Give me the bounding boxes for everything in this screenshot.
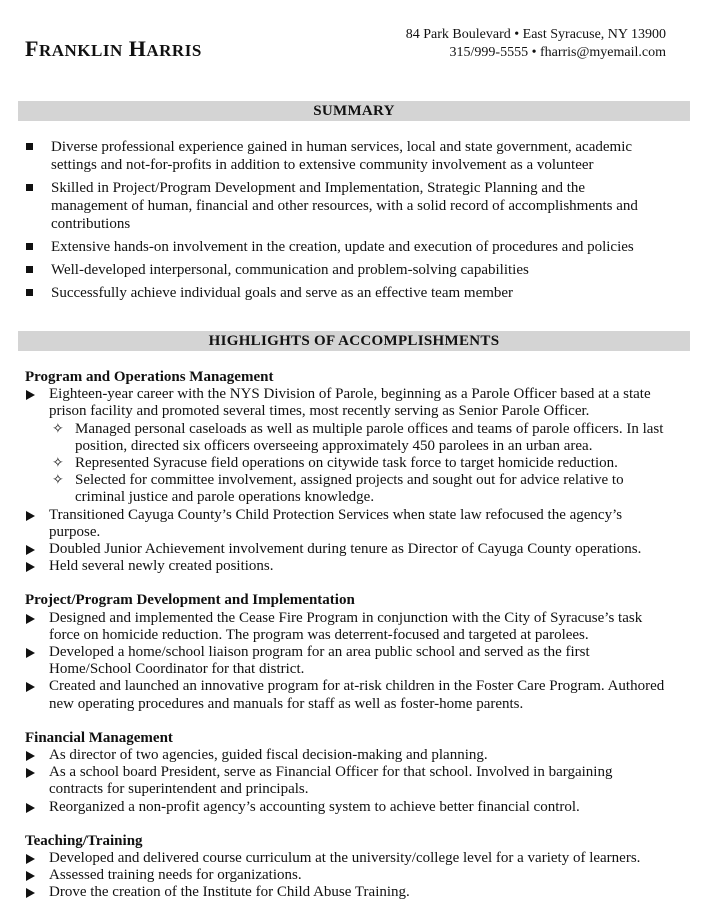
square-bullet-icon (26, 184, 33, 191)
square-bullet-icon (26, 243, 33, 250)
triangle-bullet-icon (26, 648, 35, 658)
section-program-operations (25, 369, 665, 575)
list-item: Assessed training needs for organizations. (25, 867, 665, 884)
list-item: Developed a home/school liaison program for an area public school and served as the first Home/School Coordinator for that district. (25, 644, 665, 678)
triangle-bullet-icon (26, 682, 35, 692)
list-item: Eighteen-year career with the NYS Division of Parole, beginning as a Parole Officer based at a state prison facility and promoted several times, most recently serving as Senior Parole Officer. (25, 386, 665, 420)
section-title: Financial Management (25, 729, 173, 746)
sub-list-item: ✧ Managed personal caseloads as well as multiple parole offices and teams of parole officers. In last position, directed six officers overseeing approximately 450 parolees in an urban area. (52, 420, 664, 454)
list-item: Doubled Junior Achievement involvement during tenure as Director of Cayuga County operations. (25, 541, 665, 558)
square-bullet-icon (26, 289, 33, 296)
sub-list-item: ✧ Selected for committee involvement, assigned projects and sought out for advice relative to criminal justice and parole operations knowledge. (52, 472, 624, 506)
section-title: Project/Program Development and Implementation (25, 592, 355, 609)
list-item: Drove the creation of the Institute for Child Abuse Training. (25, 884, 665, 901)
candidate-name: FRANKLIN HARRIS (25, 36, 202, 61)
list-item: Designed and implemented the Cease Fire Program in conjunction with the City of Syracuse’s task force on homicide reduction. The program was deterrent-focused and targeted at parolees. (25, 610, 665, 644)
square-bullet-icon (26, 143, 33, 150)
list-item: Reorganized a non-profit agency’s accounting system to achieve better financial control. (25, 799, 665, 816)
diamond-bullet-icon: ✧ (52, 420, 64, 437)
list-item: As a school board President, serve as Financial Officer for that school. Involved in bargaining contracts for superintendent and principals. (25, 764, 665, 798)
triangle-bullet-icon (26, 854, 35, 864)
section-teaching-training (25, 833, 665, 902)
square-bullet-icon (26, 266, 33, 273)
address-line: 84 Park Boulevard • East Syracuse, NY 13900 (405, 27, 666, 42)
summary-item: Diverse professional experience gained in human services, local and state government, academic settings and not-for-profits in addition to extensive community involvement as a volunteer (25, 138, 665, 174)
summary-item: Successfully achieve individual goals and serve as an effective team member (25, 284, 665, 302)
summary-list (25, 138, 665, 307)
highlights-heading: HIGHLIGHTS OF ACCOMPLISHMENTS (18, 331, 690, 351)
list-item: Created and launched an innovative program for at-risk children in the Foster Care Program. Authored new operating procedures and manuals for staff as well as foster-home parents. (25, 678, 665, 712)
contact-block (406, 26, 666, 62)
section-title: Program and Operations Management (25, 369, 274, 385)
triangle-bullet-icon (26, 751, 35, 761)
triangle-bullet-icon (26, 803, 35, 813)
list-item: Held several newly created positions. (25, 558, 665, 575)
summary-heading: SUMMARY (18, 101, 690, 121)
triangle-bullet-icon (26, 562, 35, 572)
triangle-bullet-icon (26, 545, 35, 555)
section-project-development (25, 592, 665, 712)
section-title: Teaching/Training (25, 832, 143, 849)
triangle-bullet-icon (26, 768, 35, 778)
list-item: As director of two agencies, guided fiscal decision-making and planning. (25, 747, 665, 764)
diamond-bullet-icon: ✧ (52, 472, 64, 489)
summary-item: Extensive hands-on involvement in the creation, update and execution of procedures and policies (25, 238, 665, 256)
list-item: Developed and delivered course curriculum at the university/college level for a variety of learners. (25, 850, 665, 867)
section-financial-management (25, 730, 665, 816)
summary-item: Skilled in Project/Program Development and Implementation, Strategic Planning and the management of human, financial and other resources, with a solid record of accomplishments and contributions (25, 179, 665, 233)
triangle-bullet-icon (26, 871, 35, 881)
triangle-bullet-icon (26, 888, 35, 898)
list-item: Transitioned Cayuga County’s Child Protection Services when state law refocused the agency’s purpose. (25, 507, 665, 541)
triangle-bullet-icon (26, 390, 35, 400)
summary-item: Well-developed interpersonal, communication and problem-solving capabilities (25, 261, 665, 279)
triangle-bullet-icon (26, 511, 35, 521)
triangle-bullet-icon (26, 614, 35, 624)
diamond-bullet-icon: ✧ (52, 455, 64, 472)
accomplishments (25, 369, 665, 919)
sub-list-item: ✧ Represented Syracuse field operations on citywide task force to target homicide reduction. (52, 455, 618, 472)
phone-email-line: 315/999-5555 • fharris@myemail.com (449, 45, 666, 60)
